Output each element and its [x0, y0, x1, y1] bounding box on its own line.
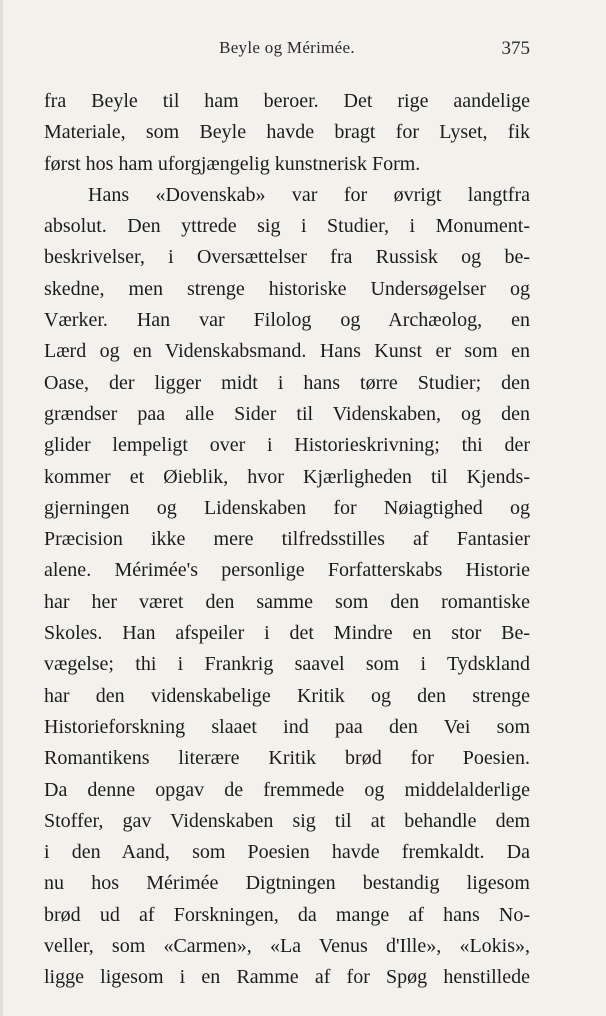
- text-line: Historieforskning slaaet ind paa den Vei som: [44, 715, 530, 738]
- text-line: har her været den samme som den romantiske: [44, 590, 530, 613]
- page-edge: [0, 0, 3, 1016]
- text-line: Præcision ikke mere tilfredsstilles af Fantasier: [44, 528, 530, 551]
- running-header: [44, 38, 530, 64]
- text-line: gjerningen og Lidenskaben for Nøiagtighed og: [44, 496, 530, 519]
- text-line: grændser paa alle Sider til Videnskaben, og den: [44, 402, 530, 425]
- text-line: nu hos Mérimée Digtningen bestandig ligesom: [44, 872, 530, 895]
- text-line: kommer et Øieblik, hvor Kjærligheden til Kjends-: [44, 465, 530, 488]
- page-number: 375: [501, 38, 530, 59]
- text-line: glider lempeligt over i Historieskrivning; thi der: [44, 434, 530, 457]
- text-line: vægelse; thi i Frankrig saavel som i Tydskland: [44, 653, 530, 676]
- text-line: Romantikens literære Kritik brød for Poesien.: [44, 747, 530, 770]
- text-line: absolut. Den yttrede sig i Studier, i Monument-: [44, 215, 530, 238]
- text-line: brød ud af Forskningen, da mange af hans No-: [44, 903, 530, 926]
- text-line: Da denne opgav de fremmede og middelalderlige: [44, 778, 530, 801]
- text-line: alene. Mérimée's personlige Forfatterskabs Historie: [44, 559, 530, 582]
- text-line: Materiale, som Beyle havde bragt for Lyset, fik: [44, 121, 530, 144]
- text-line: Skoles. Han afspeiler i det Mindre en stor Be-: [44, 622, 530, 645]
- text-line: har den videnskabelige Kritik og den strenge: [44, 684, 530, 707]
- text-line: beskrivelser, i Oversættelser fra Russisk og be-: [44, 246, 530, 269]
- text-line: skedne, men strenge historiske Undersøgelser og: [44, 277, 530, 300]
- body-text: [44, 86, 530, 994]
- text-line: i den Aand, som Poesien havde fremkaldt. Da: [44, 841, 530, 864]
- text-line: Oase, der ligger midt i hans tørre Studier; den: [44, 371, 530, 394]
- text-line: Stoffer, gav Videnskaben sig til at behandle dem: [44, 809, 530, 832]
- running-title: Beyle og Mérimée.: [219, 38, 355, 57]
- text-line: først hos ham uforgjængelig kunstnerisk Form.: [44, 152, 421, 175]
- text-line: Værker. Han var Filolog og Archæolog, en: [44, 309, 530, 332]
- text-line: Lærd og en Videnskabsmand. Hans Kunst er som en: [44, 340, 530, 363]
- text-line: veller, som «Carmen», «La Venus d'Ille», «Lokis»,: [44, 935, 530, 958]
- text-line: ligge ligesom i en Ramme af for Spøg henstillede: [44, 966, 530, 989]
- text-line: Hans «Dovenskab» var for øvrigt langtfra: [88, 183, 530, 206]
- text-line: fra Beyle til ham beroer. Det rige aandelige: [44, 90, 530, 112]
